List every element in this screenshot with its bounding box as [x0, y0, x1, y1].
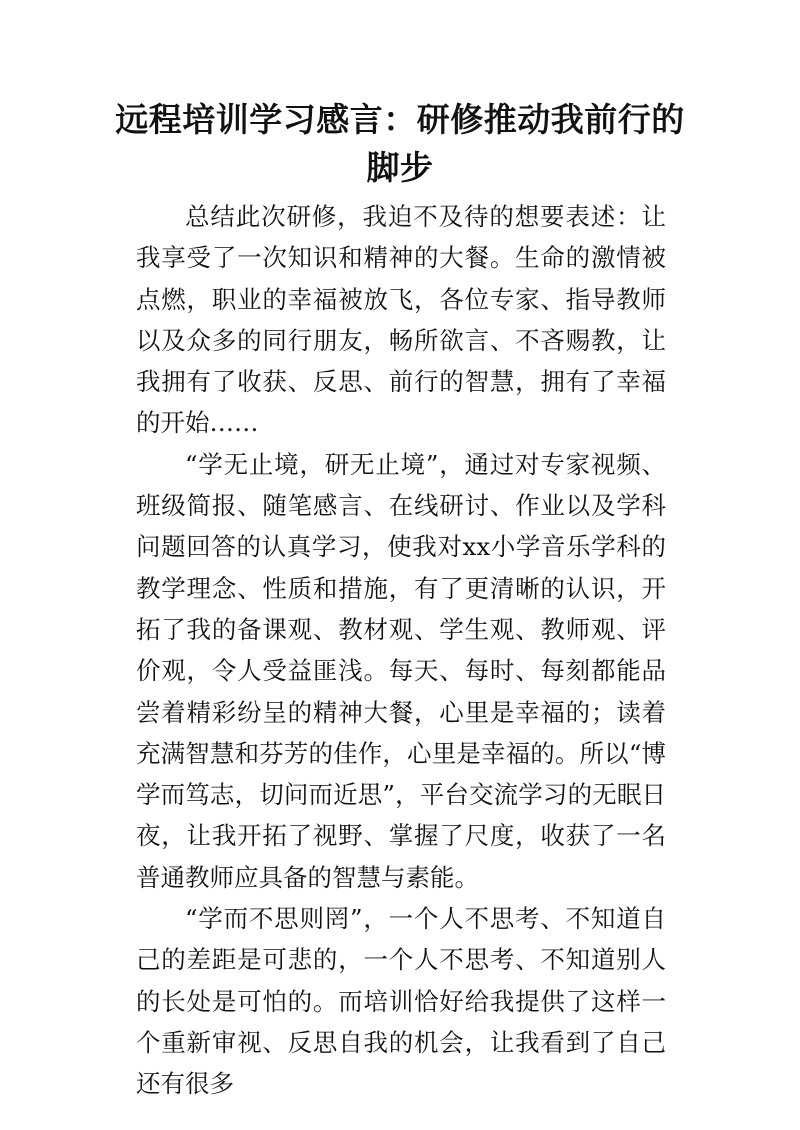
paragraph-1: 总结此次研修，我迫不及待的想要表述：让我享受了一次知识和精神的大餐。生命的激情被点燃，职业的幸福被放飞，各位专家、指导教师以及众多的同行朋友，畅所欲言、不吝赐教，让我拥有了收获、反思、前行的智慧，拥有了幸福的开始…… — [136, 202, 666, 438]
paragraph-3: “学而不思则罔”，一个人不思考、不知道自己的差距是可悲的，一个人不思考、不知道别人的长处是可怕的。而培训恰好给我提供了这样一个重新审视、反思自我的机会，让我看到了自己还有很多 — [136, 904, 666, 1099]
document-title: 远程培训学习感言：研修推动我前行的脚步 — [115, 100, 685, 187]
paragraph-2: “学无止境，研无止境”，通过对专家视频、班级简报、随笔感言、在线研讨、作业以及学科问题回答的认真学习，使我对xx小学音乐学科的教学理念、性质和措施，有了更清晰的认识，开拓了我的备课观、教材观、学生观、教师观、评价观，令人受益匪浅。每天、每时、每刻都能品尝着精彩纷呈的精神大餐，心里是幸福的；读着充满智慧和芬芳的佳作，心里是幸福的。所以“博学而笃志，切问而近思”，平台交流学习的无眠日夜，让我开拓了视野、掌握了尺度，收获了一名普通教师应具备的智慧与素能。 — [136, 449, 666, 892]
document-body — [136, 196, 666, 1105]
